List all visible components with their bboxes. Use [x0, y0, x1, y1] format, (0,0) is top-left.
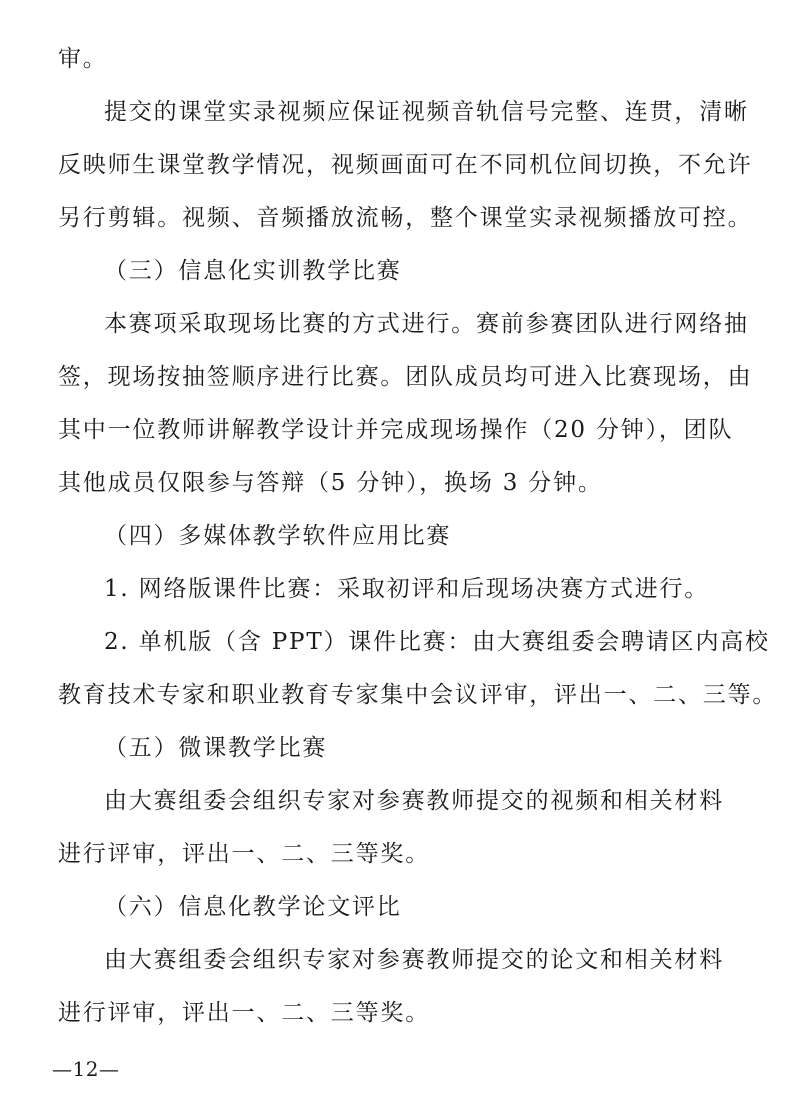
paragraph-practical-line-2: 签，现场按抽签顺序进行比赛。团队成员均可进入比赛现场，由 [58, 364, 753, 390]
paragraph-paper-line-1: 由大赛组委会组织专家对参赛教师提交的论文和相关材料 [104, 947, 724, 973]
section-heading-3: （三）信息化实训教学比赛 [104, 258, 402, 284]
section-heading-6: （六）信息化教学论文评比 [104, 894, 402, 920]
section-heading-4: （四）多媒体教学软件应用比赛 [104, 523, 452, 549]
paragraph-video-requirements-line-3: 另行剪辑。视频、音频播放流畅，整个课堂实录视频播放可控。 [58, 205, 753, 231]
paragraph-continuation: 审。 [58, 46, 108, 72]
paragraph-paper-line-2: 进行评审，评出一、二、三等奖。 [58, 1000, 430, 1026]
paragraph-practical-line-1: 本赛项采取现场比赛的方式进行。赛前参赛团队进行网络抽 [104, 311, 749, 337]
list-item-1: 1. 网络版课件比赛：采取初评和后现场决赛方式进行。 [104, 576, 710, 602]
paragraph-microlesson-line-2: 进行评审，评出一、二、三等奖。 [58, 841, 430, 867]
paragraph-practical-line-3: 其中一位教师讲解教学设计并完成现场操作（20 分钟），团队 [58, 417, 734, 443]
paragraph-video-requirements-line-1: 提交的课堂实录视频应保证视频音轨信号完整、连贯，清晰 [104, 99, 749, 125]
paragraph-practical-line-4: 其他成员仅限参与答辩（5 分钟），换场 3 分钟。 [58, 470, 603, 496]
page-number: —12— [52, 1057, 120, 1081]
paragraph-video-requirements-line-2: 反映师生课堂教学情况，视频画面可在不同机位间切换，不允许 [58, 152, 753, 178]
list-item-2-line-2: 教育技术专家和职业教育专家集中会议评审，评出一、二、三等。 [58, 682, 778, 708]
paragraph-microlesson-line-1: 由大赛组委会组织专家对参赛教师提交的视频和相关材料 [104, 788, 724, 814]
section-heading-5: （五）微课教学比赛 [104, 735, 328, 761]
list-item-2-line-1: 2. 单机版（含 PPT）课件比赛：由大赛组委会聘请区内高校 [104, 629, 770, 655]
